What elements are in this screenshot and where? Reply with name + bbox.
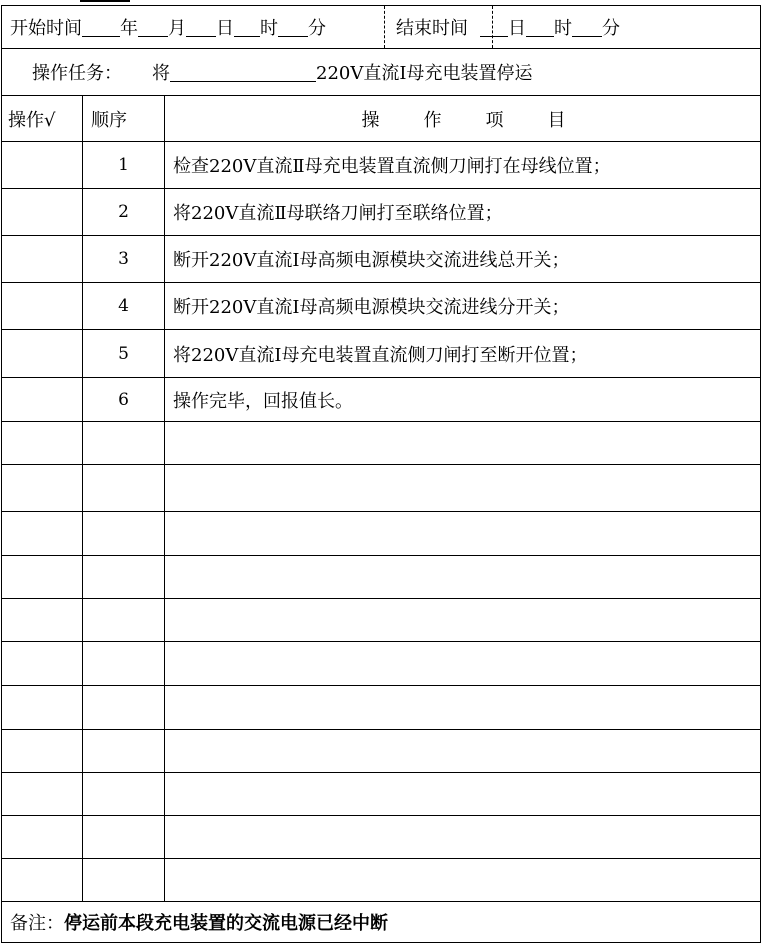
order-cell[interactable]: [83, 816, 165, 858]
top-decoration-line: [80, 0, 130, 2]
order-cell[interactable]: [83, 512, 165, 555]
empty-row: [2, 816, 760, 859]
empty-row: [2, 512, 760, 556]
end-hour-blank[interactable]: [526, 18, 554, 37]
end-minute-unit: 分: [602, 18, 620, 39]
check-cell[interactable]: [2, 378, 83, 421]
table-row: [2, 142, 760, 189]
step-text: 断开220V直流Ⅰ母高频电源模块交流进线总开关；: [173, 250, 570, 271]
item-cell[interactable]: [165, 773, 762, 815]
item-cell[interactable]: [165, 816, 762, 858]
col-order-header: [83, 96, 165, 141]
step-text: 断开220V直流Ⅰ母高频电源模块交流进线分开关；: [173, 297, 570, 318]
step-text: 将220V直流Ⅰ母充电装置直流侧刀闸打至断开位置；: [173, 344, 588, 366]
table-row: [2, 189, 760, 236]
step-text: 检查220V直流Ⅱ母充电装置直流侧刀闸打在母线位置；: [173, 156, 611, 177]
check-cell[interactable]: [2, 189, 83, 235]
hour-blank[interactable]: [234, 18, 260, 37]
time-row: [2, 6, 760, 49]
order-header: 顺序: [91, 109, 127, 131]
item-cell[interactable]: [165, 422, 762, 464]
empty-row: [2, 859, 760, 902]
items-header-char-3: 项: [485, 109, 504, 131]
order-cell[interactable]: [83, 465, 165, 511]
start-time-label: 开始时间: [10, 18, 82, 39]
order-cell[interactable]: [83, 556, 165, 598]
order-cell: 5: [83, 330, 165, 377]
check-cell[interactable]: [2, 330, 83, 377]
task-row: [2, 49, 760, 96]
order-cell[interactable]: [83, 422, 165, 464]
col-items-header: [165, 96, 762, 141]
day-blank[interactable]: [186, 18, 216, 37]
order-cell[interactable]: [83, 599, 165, 641]
check-cell[interactable]: [2, 236, 83, 282]
item-cell[interactable]: [165, 512, 762, 555]
check-cell[interactable]: [2, 816, 83, 858]
check-cell[interactable]: [2, 859, 83, 901]
order-cell[interactable]: [83, 686, 165, 729]
end-time-label: 结束时间: [396, 18, 468, 39]
check-cell[interactable]: [2, 642, 83, 685]
empty-row: [2, 730, 760, 773]
item-cell[interactable]: [165, 556, 762, 598]
check-cell[interactable]: [2, 773, 83, 815]
table-row: [2, 330, 760, 378]
order-cell: 6: [83, 378, 165, 421]
minute-unit: 分: [308, 18, 326, 39]
check-cell[interactable]: [2, 422, 83, 464]
empty-row: [2, 686, 760, 730]
empty-row: [2, 599, 760, 642]
start-time: [10, 6, 390, 48]
order-cell: 2: [83, 189, 165, 235]
items-header-char-2: 作: [423, 109, 442, 131]
order-cell: 3: [83, 236, 165, 282]
minute-blank[interactable]: [278, 18, 308, 37]
empty-row: [2, 422, 760, 465]
check-cell[interactable]: [2, 599, 83, 641]
step-text: 操作完毕，回报值长。: [173, 390, 353, 412]
end-day-blank[interactable]: [480, 18, 508, 37]
remark-label: 备注：: [10, 913, 64, 934]
end-hour-unit: 时: [554, 18, 572, 39]
empty-row: [2, 556, 760, 599]
check-cell[interactable]: [2, 142, 83, 188]
task-name: 220V直流Ⅰ母充电装置停运: [316, 63, 533, 84]
task-blank[interactable]: [170, 63, 316, 82]
order-cell: 1: [83, 142, 165, 188]
divider: [384, 6, 385, 48]
hour-unit: 时: [260, 18, 278, 39]
year-blank[interactable]: [82, 18, 120, 37]
task-cell: [32, 49, 752, 95]
empty-row: [2, 773, 760, 816]
table-row: [2, 378, 760, 422]
end-time: [396, 6, 756, 48]
empty-row: [2, 642, 760, 686]
order-cell: 4: [83, 283, 165, 329]
step-text: 将220V直流Ⅱ母联络刀闸打至联络位置；: [173, 203, 503, 224]
month-unit: 月: [168, 18, 186, 39]
table-row: [2, 283, 760, 330]
check-cell[interactable]: [2, 283, 83, 329]
items-header-char-1: 操: [361, 109, 380, 131]
col-check-header: [2, 96, 83, 141]
item-cell[interactable]: [165, 686, 762, 729]
check-header: 操作√: [8, 109, 56, 131]
order-cell[interactable]: [83, 773, 165, 815]
order-cell[interactable]: [83, 730, 165, 772]
divider: [492, 6, 493, 48]
task-prefix: 将: [152, 63, 170, 84]
check-cell[interactable]: [2, 512, 83, 555]
end-day-unit: 日: [508, 18, 526, 39]
item-cell[interactable]: [165, 730, 762, 772]
check-cell[interactable]: [2, 730, 83, 772]
item-cell[interactable]: [165, 465, 762, 511]
operation-ticket: [1, 5, 761, 943]
task-label: 操作任务：: [32, 63, 122, 84]
item-cell[interactable]: [165, 599, 762, 641]
item-cell[interactable]: [165, 859, 762, 901]
remark-row: [2, 902, 760, 942]
table-row: [2, 236, 760, 283]
check-cell[interactable]: [2, 686, 83, 729]
remark-cell: [10, 902, 750, 942]
empty-row: [2, 465, 760, 512]
check-cell[interactable]: [2, 465, 83, 511]
day-unit: 日: [216, 18, 234, 39]
remark-text: 停运前本段充电装置的交流电源已经中断: [64, 913, 388, 934]
order-cell[interactable]: [83, 642, 165, 685]
year-unit: 年: [120, 18, 138, 39]
items-header-char-4: 目: [547, 109, 566, 131]
end-minute-blank[interactable]: [572, 18, 602, 37]
order-cell[interactable]: [83, 859, 165, 901]
column-header-row: [2, 96, 760, 142]
item-cell[interactable]: [165, 642, 762, 685]
check-cell[interactable]: [2, 556, 83, 598]
month-blank[interactable]: [138, 18, 168, 37]
